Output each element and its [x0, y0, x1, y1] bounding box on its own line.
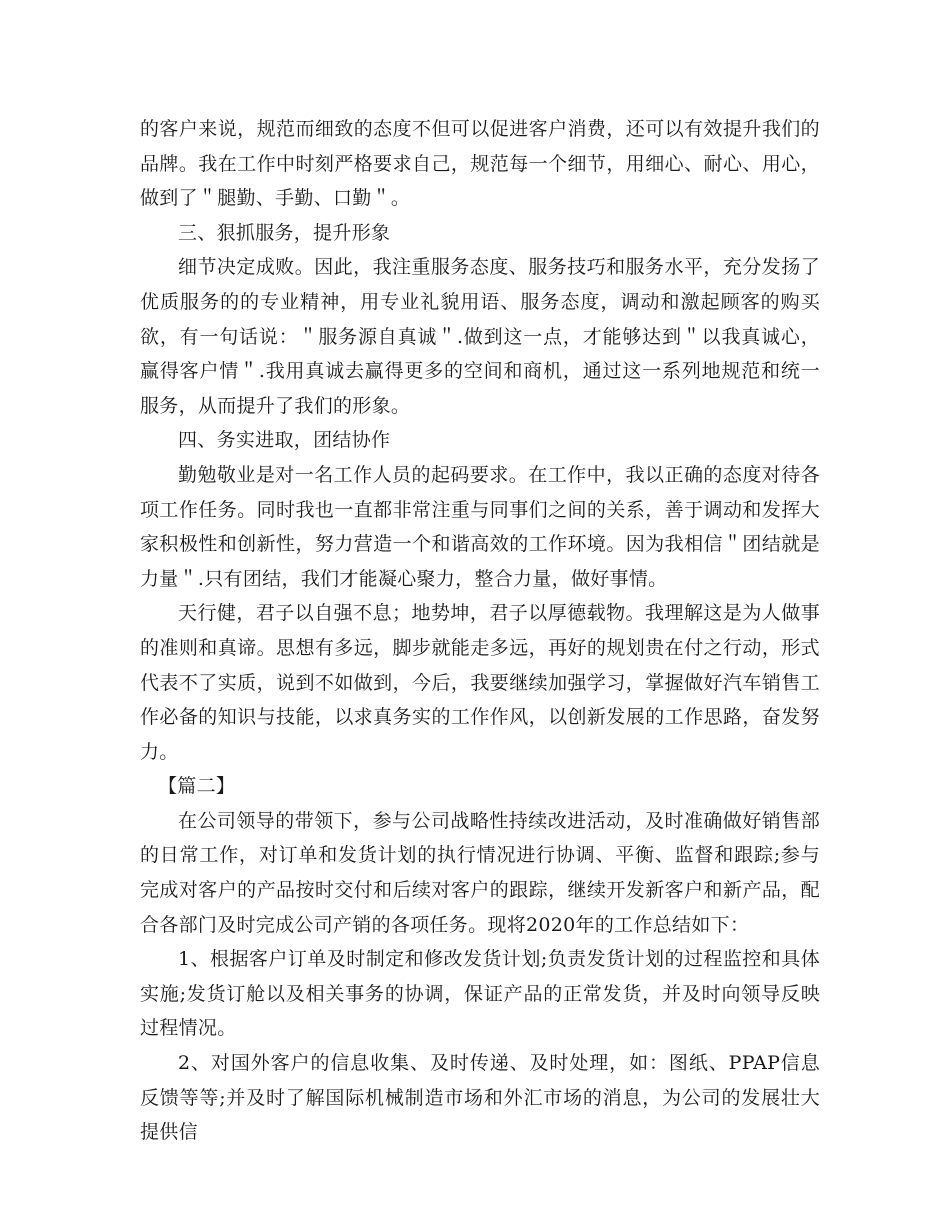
section-heading-4: 四、务实进取，团结协作: [178, 429, 391, 452]
part-two-title: 【篇二】: [158, 775, 236, 798]
section-heading-3: 三、狠抓服务，提升形象: [178, 221, 391, 244]
paragraph-closing: 天行健，君子以自强不息；地势坤，君子以厚德载物。我理解这是为人做事的准则和真谛。思想有多远，脚步就能走多远，再好的规划贵在付之行动，形式代表不了实质，说到不如做到，今后，我要继续加强学习，掌握做好汽车销售工作必备的知识与技能，以求真务实的工作作风，以创新发展的工作思路，奋发努力。: [140, 602, 820, 763]
paragraph-intro: 在公司领导的带领下，参与公司战略性持续改进活动，及时准确做好销售部的日常工作，对订单和发货计划的执行情况进行协调、平衡、监督和跟踪;参与完成对客户的产品按时交付和后续对客户的跟踪，继续开发新客户和新产品，配合各部门及时完成公司产销的各项任务。现将2020年的工作总结如下：: [140, 809, 820, 936]
document-body: [140, 112, 820, 1150]
paragraph-item-2: 2、对国外客户的信息收集、及时传递、及时处理，如：图纸、PPAP信息反馈等等;并及时了解国际机械制造市场和外汇市场的消息，为公司的发展壮大提供信: [140, 1052, 820, 1144]
paragraph-item-1: 1、根据客户订单及时制定和修改发货计划;负责发货计划的过程监控和具体实施;发货订舱以及相关事务的协调，保证产品的正常发货，并及时向领导反映过程情况。: [140, 948, 820, 1040]
paragraph-continuation: 的客户来说，规范而细致的态度不但可以促进客户消费，还可以有效提升我们的品牌。我在工作中时刻严格要求自己，规范每一个细节，用细心、耐心、用心，做到了＂腿勤、手勤、口勤＂。: [140, 118, 820, 210]
paragraph-teamwork: 勤勉敬业是对一名工作人员的起码要求。在工作中，我以正确的态度对待各项工作任务。同时我也一直都非常注重与同事们之间的关系，善于调动和发挥大家积极性和创新性，努力营造一个和谐高效的工作环境。因为我相信＂团结就是力量＂.只有团结，我们才能凝心聚力，整合力量，做好事情。: [140, 463, 820, 590]
paragraph-service: 细节决定成败。因此，我注重服务态度、服务技巧和服务水平，充分发扬了优质服务的的专业精神，用专业礼貌用语、服务态度，调动和激起顾客的购买欲，有一句话说：＂服务源自真诚＂.做到这一点，才能够达到＂以我真诚心，赢得客户情＂.我用真诚去赢得更多的空间和商机，通过这一系列地规范和统一服务，从而提升了我们的形象。: [140, 256, 820, 417]
